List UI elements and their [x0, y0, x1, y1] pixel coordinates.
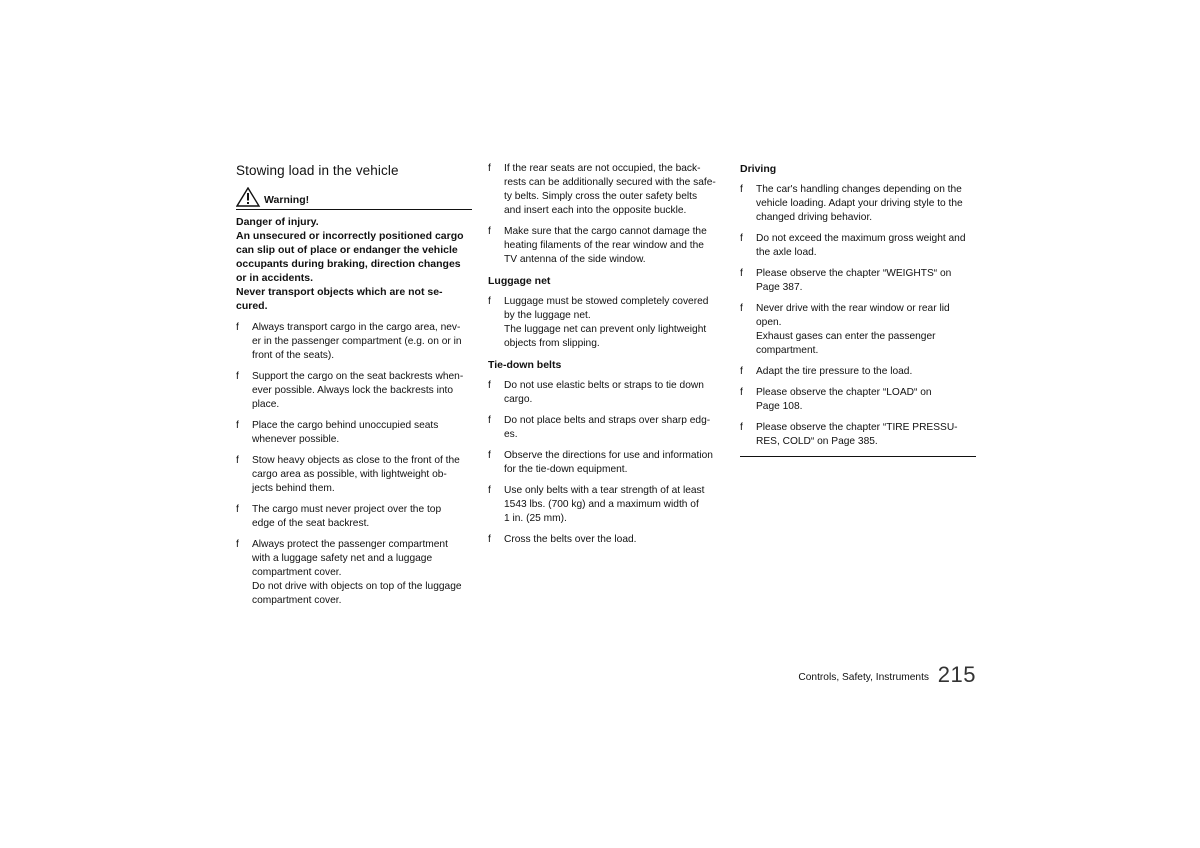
list-item-line: front of the seats). — [252, 350, 335, 361]
list-item-line: The cargo must never project over the top — [252, 504, 442, 515]
list-item-line: Support the cargo on the seat backrests when- — [252, 371, 464, 382]
column-left — [236, 162, 472, 615]
driving-list — [740, 183, 977, 449]
list-item — [236, 503, 472, 531]
list-item — [488, 225, 726, 267]
bullet-mark: f — [740, 268, 743, 279]
list-item-line: If the rear seats are not occupied, the back- — [504, 163, 701, 174]
list-item-line: Page 387. — [756, 282, 803, 293]
bullet-mark: f — [236, 539, 239, 550]
page-number: 215 — [937, 662, 976, 687]
end-rule — [740, 456, 976, 457]
list-item-line: Do not place belts and straps over sharp edg- — [504, 415, 711, 426]
list-item-line: 1543 lbs. (700 kg) and a maximum width of — [504, 499, 699, 510]
list-item-line: whenever possible. — [252, 434, 340, 445]
list-item-line: TV antenna of the side window. — [504, 254, 646, 265]
list-item — [488, 379, 726, 407]
list-item-line: rests can be additionally secured with the safe- — [504, 177, 716, 188]
rear-seats-list — [488, 162, 726, 267]
bullet-mark: f — [488, 380, 491, 391]
list-item-line: ever possible. Always lock the backrests into — [252, 385, 454, 396]
column-right — [740, 162, 977, 457]
list-item-line: and insert each into the opposite buckle. — [504, 205, 687, 216]
section-title: Stowing load in the vehicle — [236, 163, 399, 178]
list-item-line: 1 in. (25 mm). — [504, 513, 567, 524]
list-item-line: es. — [504, 429, 518, 440]
list-item-line: compartment cover. — [252, 595, 342, 606]
list-item-line: Never drive with the rear window or rear lid — [756, 303, 950, 314]
warning-header — [236, 187, 472, 210]
warning-line: occupants during braking, direction changes — [236, 258, 461, 270]
bullet-mark: f — [236, 420, 239, 431]
bullet-mark: f — [740, 422, 743, 433]
footer-section-title: Controls, Safety, Instruments — [798, 672, 929, 683]
bullet-mark: f — [488, 485, 491, 496]
list-item-line: er in the passenger compartment (e.g. on or in — [252, 336, 462, 347]
warning-line: Never transport objects which are not se- — [236, 286, 443, 298]
list-item-line: The car's handling changes depending on the — [756, 184, 962, 195]
luggage-net-list — [488, 295, 726, 351]
list-item — [236, 538, 472, 608]
list-item-line: RES, COLD“ on Page 385. — [756, 436, 878, 447]
list-item-line: objects from slipping. — [504, 338, 600, 349]
list-item-line: ty belts. Simply cross the outer safety belts — [504, 191, 698, 202]
list-item-line: compartment. — [756, 345, 819, 356]
list-item-line: Always protect the passenger compartment — [252, 539, 448, 550]
list-item-line: cargo area as possible, with lightweight ob- — [252, 469, 447, 480]
list-item-line: changed driving behavior. — [756, 212, 873, 223]
list-item-line: Observe the directions for use and information — [504, 450, 713, 461]
bullet-mark: f — [488, 296, 491, 307]
list-item-line: cargo. — [504, 394, 533, 405]
bullet-mark: f — [236, 322, 239, 333]
warning-text — [236, 215, 472, 313]
bullet-mark: f — [740, 387, 743, 398]
warning-line: can slip out of place or endanger the vehicle — [236, 244, 458, 256]
list-item-line: heating filaments of the rear window and the — [504, 240, 704, 251]
luggage-net-heading: Luggage net — [488, 275, 551, 287]
list-item-line: Please observe the chapter “LOAD“ on — [756, 387, 932, 398]
bullet-mark: f — [236, 371, 239, 382]
list-item — [488, 449, 726, 477]
bullet-mark: f — [488, 534, 491, 545]
warning-triangle-icon — [236, 187, 262, 207]
column-middle — [488, 162, 726, 554]
list-item — [236, 419, 472, 447]
bullet-mark: f — [740, 303, 743, 314]
list-item-line: Do not exceed the maximum gross weight and — [756, 233, 966, 244]
list-item-line: vehicle loading. Adapt your driving style to the — [756, 198, 963, 209]
bullet-mark: f — [236, 455, 239, 466]
bullet-mark: f — [488, 163, 491, 174]
list-item-line: Cross the belts over the load. — [504, 534, 637, 545]
warning-label: Warning! — [264, 194, 310, 206]
bullet-mark: f — [740, 184, 743, 195]
list-item-line: compartment cover. — [252, 567, 342, 578]
stowing-list — [236, 321, 472, 608]
list-item — [488, 162, 726, 218]
bullet-mark: f — [236, 504, 239, 515]
warning-line: An unsecured or incorrectly positioned cargo — [236, 230, 464, 242]
list-item — [488, 484, 726, 526]
bullet-mark: f — [488, 226, 491, 237]
bullet-mark: f — [488, 415, 491, 426]
bullet-mark: f — [740, 233, 743, 244]
list-item — [740, 267, 977, 295]
bullet-mark: f — [488, 450, 491, 461]
list-item-line: with a luggage safety net and a luggage — [252, 553, 433, 564]
list-item — [236, 454, 472, 496]
list-item-line: Luggage must be stowed completely covered — [504, 296, 709, 307]
list-item — [740, 302, 977, 358]
list-item — [740, 421, 977, 449]
list-item-line: Do not drive with objects on top of the luggage — [252, 581, 462, 592]
tie-down-heading: Tie-down belts — [488, 359, 562, 371]
list-item-line: Please observe the chapter “WEIGHTS“ on — [756, 268, 952, 279]
list-item-line: edge of the seat backrest. — [252, 518, 370, 529]
list-item-line: Stow heavy objects as close to the front of the — [252, 455, 460, 466]
list-item-line: open. — [756, 317, 782, 328]
list-item-line: the axle load. — [756, 247, 817, 258]
list-item — [740, 365, 977, 379]
list-item — [236, 370, 472, 412]
list-item — [488, 414, 726, 442]
list-item-line: Make sure that the cargo cannot damage the — [504, 226, 707, 237]
tie-down-list — [488, 379, 726, 547]
warning-line: cured. — [236, 300, 268, 312]
list-item-line: by the luggage net. — [504, 310, 591, 321]
list-item — [740, 232, 977, 260]
page-footer — [600, 662, 976, 688]
warning-line: Danger of injury. — [236, 216, 319, 228]
bullet-mark: f — [740, 366, 743, 377]
list-item — [740, 386, 977, 414]
list-item — [740, 183, 977, 225]
list-item — [488, 533, 726, 547]
list-item — [236, 321, 472, 363]
list-item-line: Use only belts with a tear strength of at least — [504, 485, 705, 496]
list-item-line: place. — [252, 399, 280, 410]
list-item-line: Always transport cargo in the cargo area, nev- — [252, 322, 461, 333]
warning-line: or in accidents. — [236, 272, 314, 284]
list-item — [488, 295, 726, 351]
list-item-line: Page 108. — [756, 401, 803, 412]
list-item-line: Exhaust gases can enter the passenger — [756, 331, 936, 342]
list-item-line: Do not use elastic belts or straps to tie down — [504, 380, 704, 391]
list-item-line: for the tie-down equipment. — [504, 464, 628, 475]
list-item-line: Please observe the chapter “TIRE PRESSU- — [756, 422, 958, 433]
list-item-line: Adapt the tire pressure to the load. — [756, 366, 913, 377]
list-item-line: jects behind them. — [252, 483, 335, 494]
list-item-line: Place the cargo behind unoccupied seats — [252, 420, 439, 431]
list-item-line: The luggage net can prevent only lightweight — [504, 324, 707, 335]
driving-heading: Driving — [740, 163, 777, 175]
